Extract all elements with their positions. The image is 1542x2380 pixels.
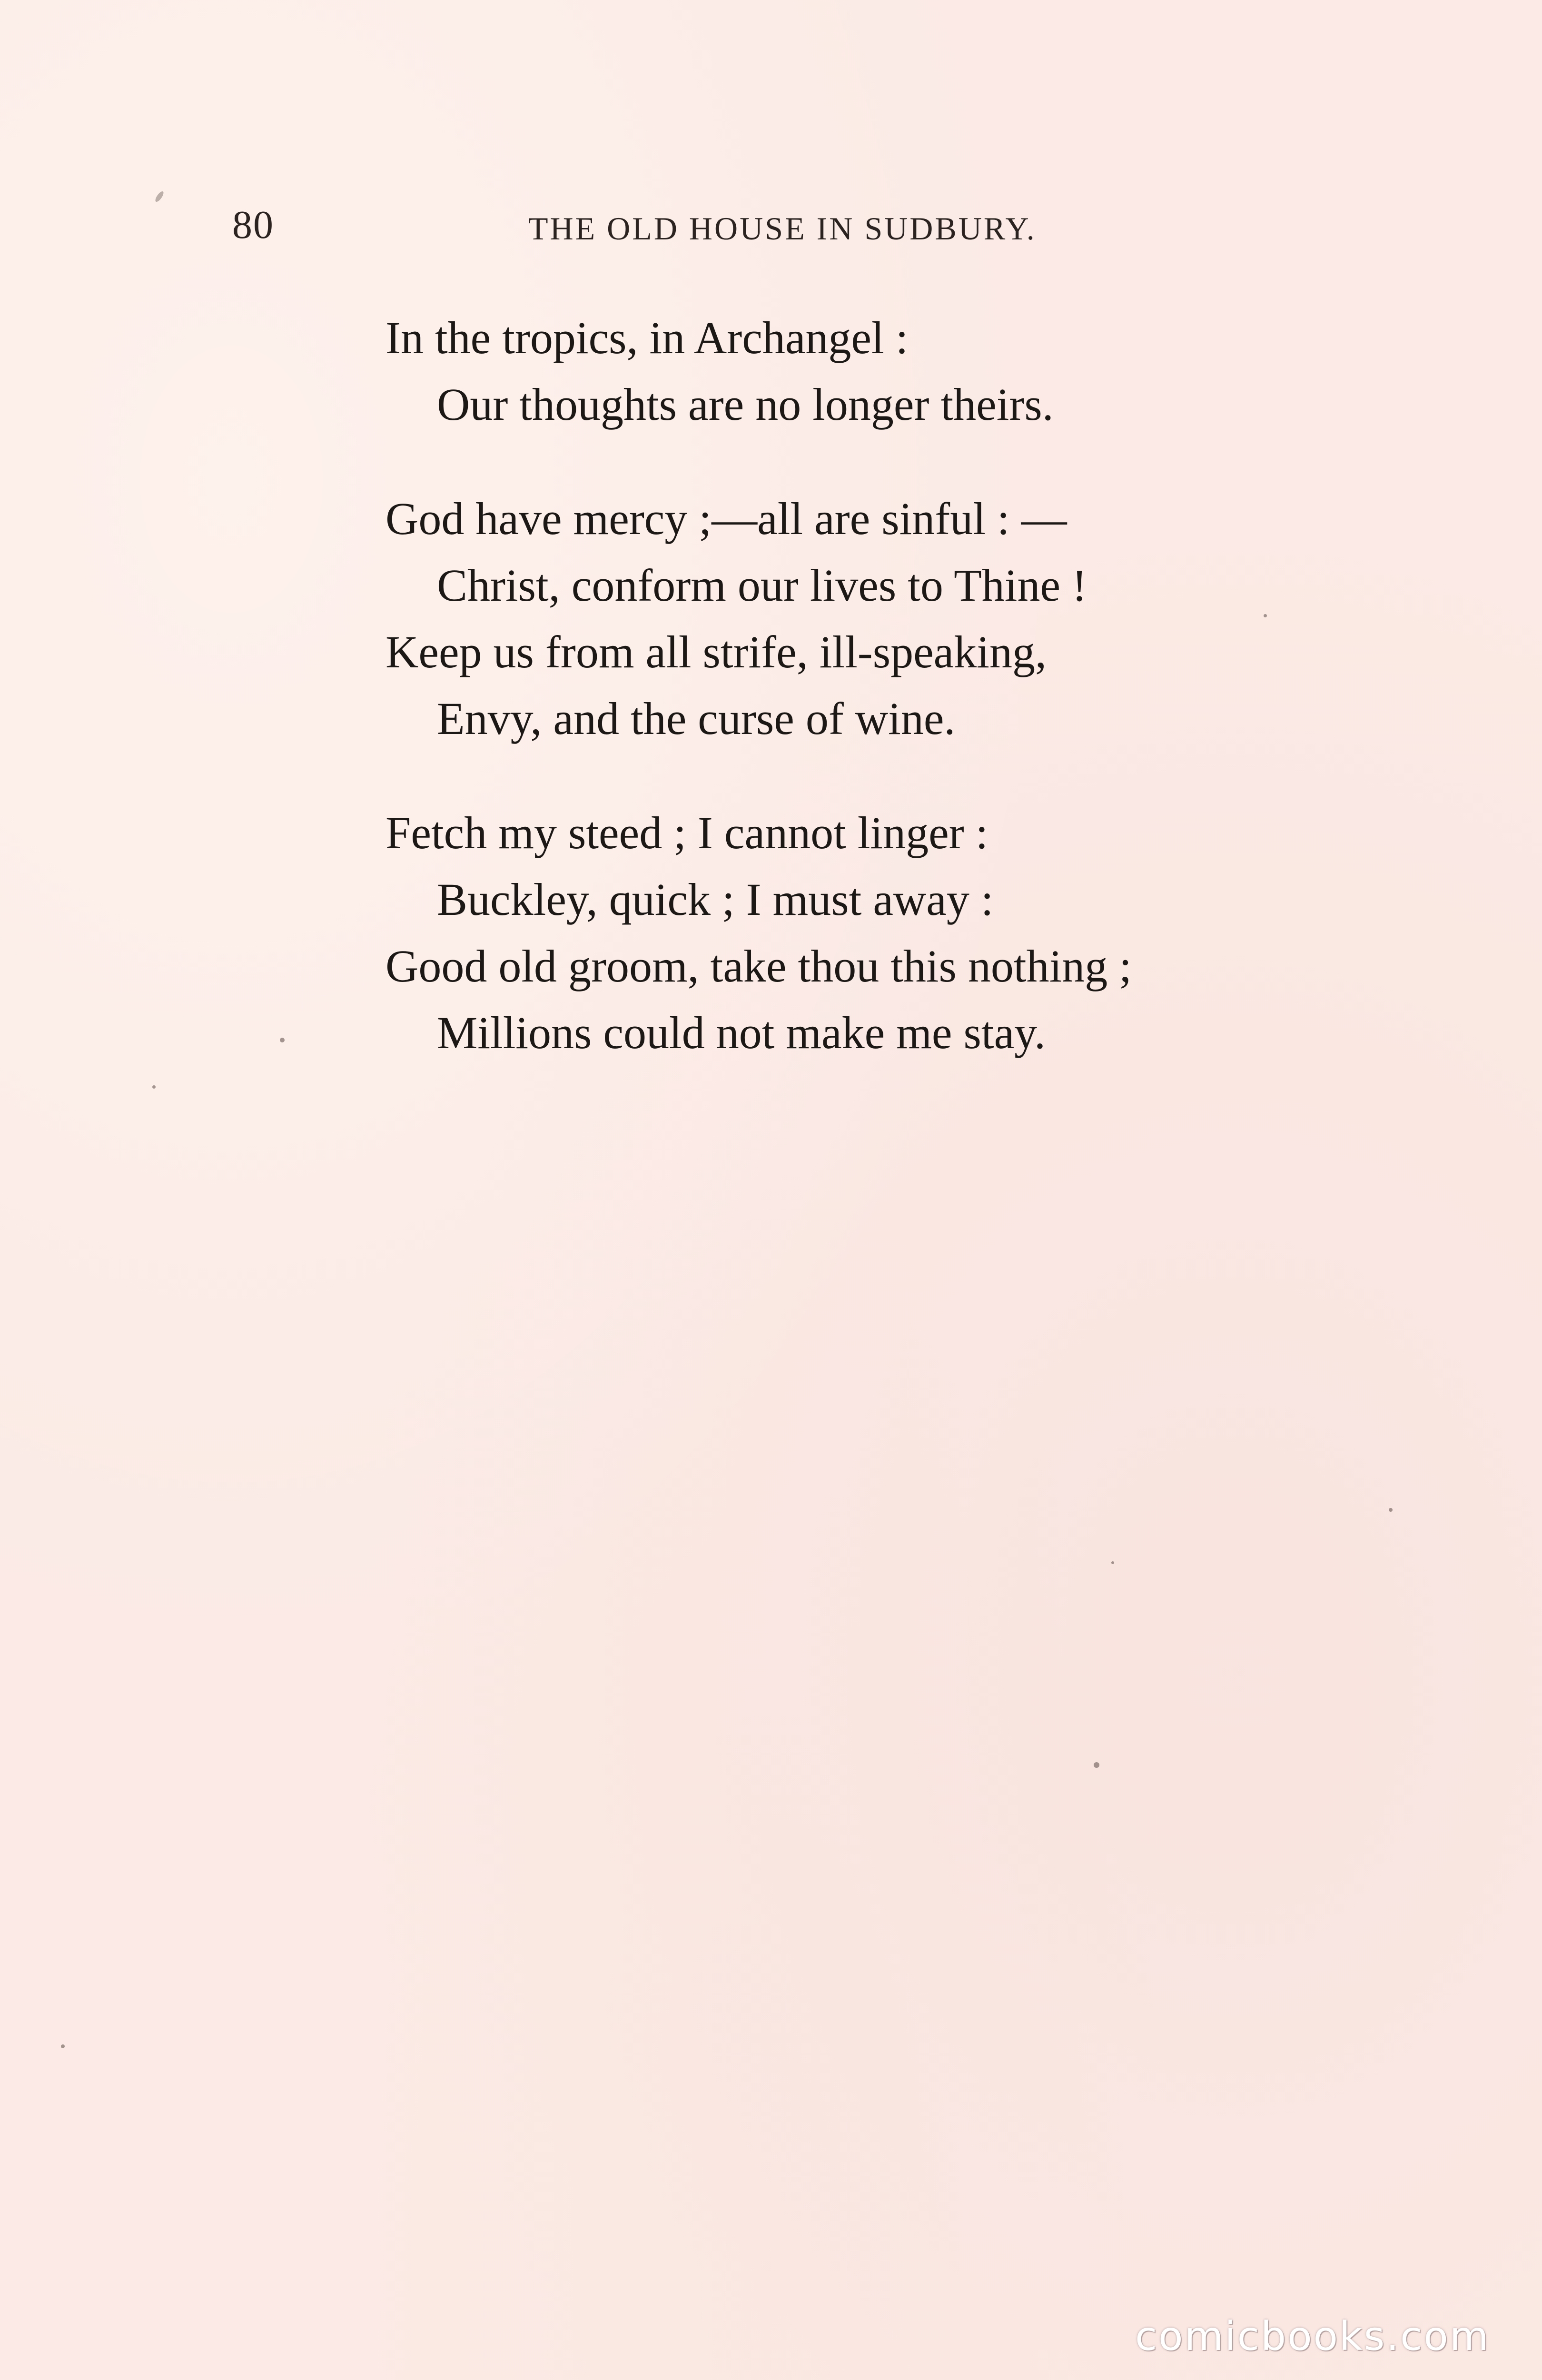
watermark: comicbooks.com — [1135, 2313, 1490, 2360]
paper-speck — [1111, 1561, 1114, 1564]
paper-speck — [1264, 614, 1267, 617]
poem-line: Buckley, quick ; I must away : — [437, 874, 994, 925]
poem-line: Our thoughts are no longer theirs. — [437, 379, 1054, 430]
paper-speck — [154, 190, 165, 203]
paper-speck — [152, 1085, 156, 1089]
paper-speck — [1389, 1508, 1393, 1512]
paper-speck — [280, 1038, 285, 1042]
poem-line: God have mercy ;—all are sinful : — — [386, 493, 1067, 544]
poem-line: Fetch my steed ; I cannot linger : — [386, 807, 988, 858]
paper-speck — [61, 2044, 65, 2048]
poem-line: Millions could not make me stay. — [437, 1007, 1046, 1058]
poem-line: Christ, conform our lives to Thine ! — [437, 560, 1087, 611]
stanza-3 — [386, 800, 1337, 1066]
stanza-1 — [386, 305, 1337, 438]
poem — [386, 305, 1337, 1066]
poem-line: In the tropics, in Archangel : — [386, 312, 909, 363]
poem-line: Envy, and the curse of wine. — [437, 693, 956, 744]
page-number: 80 — [232, 203, 274, 247]
poem-line: Keep us from all strife, ill-speaking, — [386, 626, 1047, 677]
stanza-2 — [386, 486, 1337, 752]
running-title: THE OLD HOUSE IN SUDBURY. — [528, 210, 1037, 247]
paper-speck — [1094, 1762, 1099, 1768]
poem-line: Good old groom, take thou this nothing ; — [386, 941, 1132, 992]
